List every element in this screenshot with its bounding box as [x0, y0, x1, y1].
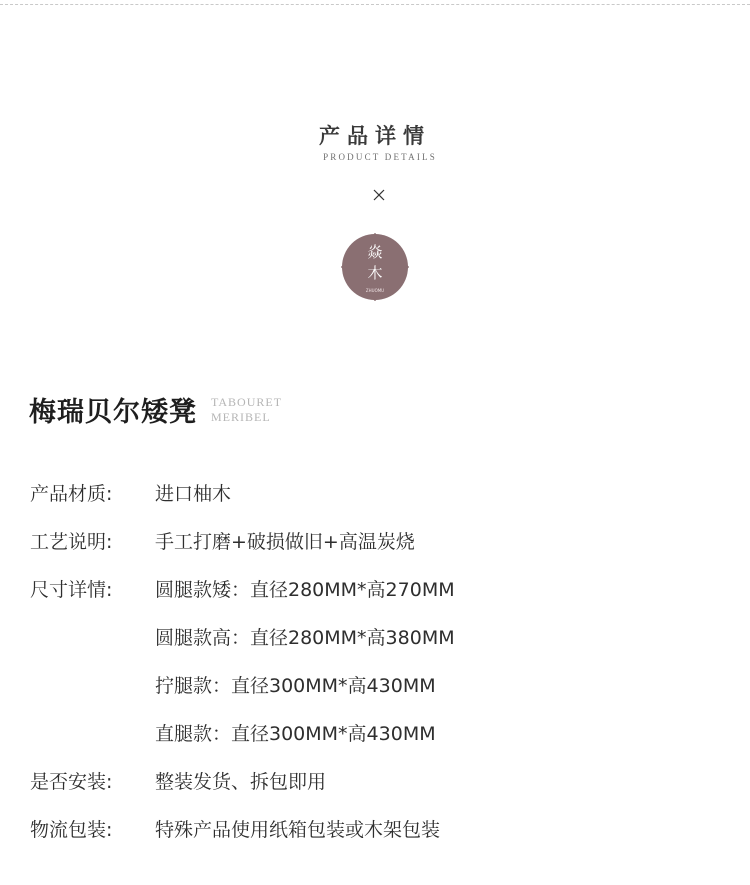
- brand-logo: [340, 232, 410, 302]
- spec-value: 进口柚木: [155, 483, 232, 505]
- product-name-en-line2: MERIBEL: [211, 410, 271, 424]
- close-icon: [372, 188, 386, 202]
- spec-value: 特殊产品使用纸箱包装或木架包装: [155, 819, 441, 841]
- section-subtitle: PRODUCT DETAILS: [323, 152, 437, 162]
- spec-row: [0, 758, 750, 806]
- spec-value: 直腿款：直径300MM*高430MM: [155, 723, 436, 745]
- logo-char-1: 焱: [367, 243, 383, 261]
- spec-label: 物流包装:: [30, 819, 113, 841]
- spec-value: 圆腿款矮：直径280MM*高270MM: [155, 579, 455, 601]
- spec-label: 工艺说明:: [30, 531, 113, 553]
- spec-row: [0, 806, 750, 854]
- section-title: 产品详情: [319, 123, 431, 148]
- spec-value: 圆腿款高：直径280MM*高380MM: [155, 627, 455, 649]
- spec-value: 拧腿款：直径300MM*高430MM: [155, 675, 436, 697]
- logo-tagline: ZHUOMU: [365, 288, 385, 293]
- product-name: 梅瑞贝尔矮凳: [29, 397, 197, 428]
- spec-label: 产品材质:: [30, 483, 113, 505]
- spec-label: 是否安装:: [30, 771, 113, 793]
- spec-label: 尺寸详情:: [30, 579, 113, 601]
- spec-value: 整装发货、拆包即用: [155, 771, 327, 793]
- top-divider: [0, 4, 750, 5]
- spec-row: [0, 662, 750, 710]
- spec-row: [0, 614, 750, 662]
- spec-row: [0, 566, 750, 614]
- spec-row: [0, 710, 750, 758]
- product-name-en-line1: TABOURET: [211, 395, 283, 409]
- spec-value: 手工打磨+破损做旧+高温炭烧: [155, 531, 415, 553]
- logo-char-2: 木: [367, 264, 383, 282]
- spec-row: [0, 470, 750, 518]
- spec-row: [0, 518, 750, 566]
- product-name-en: [211, 395, 282, 425]
